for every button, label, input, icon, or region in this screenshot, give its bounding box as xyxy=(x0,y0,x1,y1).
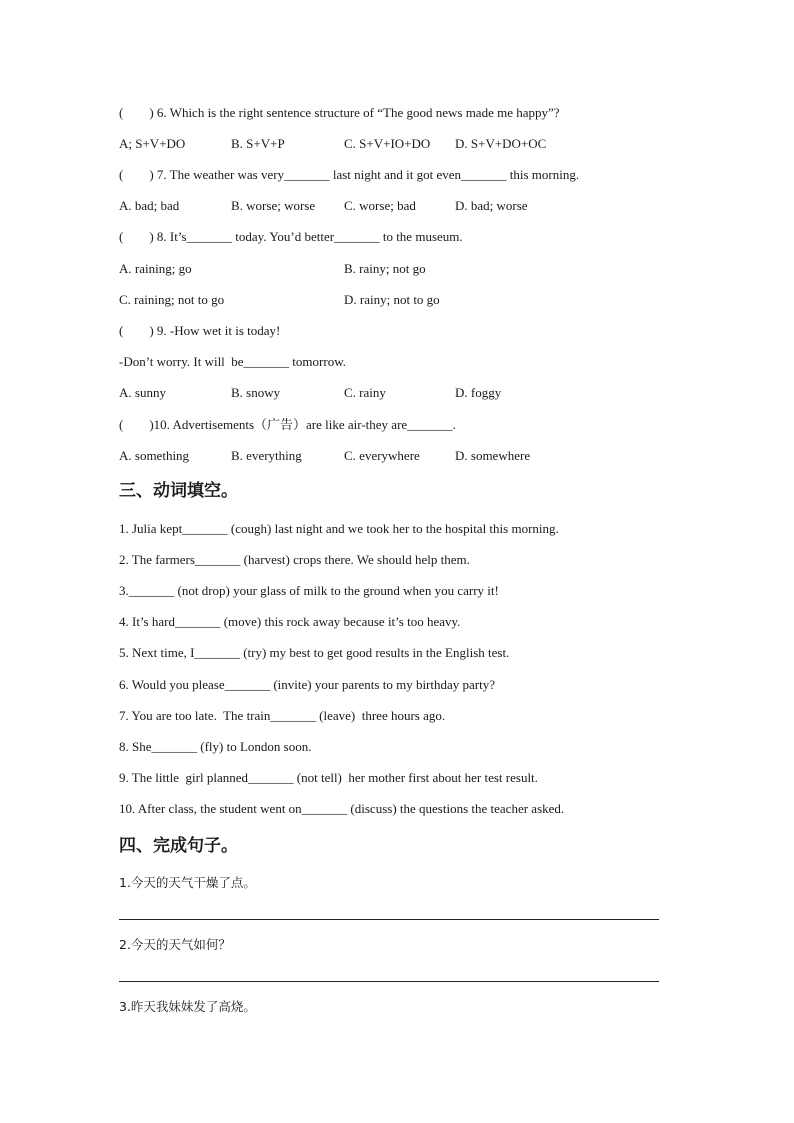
section-4-title: 四、完成句子。 xyxy=(119,836,238,856)
question-9-option-b: B. snowy xyxy=(231,385,281,400)
question-10-option-b: B. everything xyxy=(231,448,302,463)
question-8-option-a: A. raining; go xyxy=(119,261,192,276)
question-7-option-c: C. worse; bad xyxy=(344,198,416,213)
verb-fill-item-8: 8. She_______ (fly) to London soon. xyxy=(119,739,312,754)
verb-fill-item-3: 3._______ (not drop) your glass of milk to the ground when you carry it! xyxy=(119,583,499,598)
answer-line-2[interactable] xyxy=(119,981,659,982)
question-10-option-c: C. everywhere xyxy=(344,448,420,463)
question-8-option-c: C. raining; not to go xyxy=(119,292,225,307)
question-8-stem: ( ) 8. It’s_______ today. You’d better_______ to the museum. xyxy=(119,229,463,244)
question-7-option-a: A. bad; bad xyxy=(119,198,180,213)
sentence-item-1: 1.今天的天气干燥了点。 xyxy=(119,875,256,890)
verb-fill-item-4: 4. It’s hard_______ (move) this rock away because it’s too heavy. xyxy=(119,614,461,629)
question-9-option-d: D. foggy xyxy=(455,385,502,400)
verb-fill-item-7: 7. You are too late. The train_______ (leave) three hours ago. xyxy=(119,708,446,723)
question-6-option-d: D. S+V+DO+OC xyxy=(455,136,547,151)
question-9-option-a: A. sunny xyxy=(119,385,166,400)
section-3-title: 三、动词填空。 xyxy=(119,481,238,501)
verb-fill-item-2: 2. The farmers_______ (harvest) crops there. We should help them. xyxy=(119,552,470,567)
question-9-stem: ( ) 9. -How wet it is today! xyxy=(119,323,281,338)
verb-fill-item-5: 5. Next time, I_______ (try) my best to get good results in the English test. xyxy=(119,645,510,660)
question-6-option-a: A; S+V+DO xyxy=(119,136,186,151)
question-9-option-c: C. rainy xyxy=(344,385,386,400)
question-6-option-b: B. S+V+P xyxy=(231,136,285,151)
question-7-option-d: D. bad; worse xyxy=(455,198,528,213)
question-9-stem-reply: -Don’t worry. It will be_______ tomorrow. xyxy=(119,354,346,369)
question-10-option-d: D. somewhere xyxy=(455,448,531,463)
question-10-stem: ( )10. Advertisements（广告）are like air-they are_______. xyxy=(119,417,456,432)
verb-fill-item-1: 1. Julia kept_______ (cough) last night and we took her to the hospital this morning. xyxy=(119,521,559,536)
question-6-stem: ( ) 6. Which is the right sentence structure of “The good news made me happy”? xyxy=(119,105,560,120)
question-7-option-b: B. worse; worse xyxy=(231,198,316,213)
sentence-item-3: 3.昨天我妹妹发了高烧。 xyxy=(119,999,256,1014)
question-6-option-c: C. S+V+IO+DO xyxy=(344,136,431,151)
verb-fill-item-9: 9. The little girl planned_______ (not tell) her mother first about her test result. xyxy=(119,770,538,785)
verb-fill-item-10: 10. After class, the student went on_______ (discuss) the questions the teacher asked. xyxy=(119,801,565,816)
question-7-stem: ( ) 7. The weather was very_______ last night and it got even_______ this morning. xyxy=(119,167,580,182)
question-10-option-a: A. something xyxy=(119,448,190,463)
verb-fill-item-6: 6. Would you please_______ (invite) your parents to my birthday party? xyxy=(119,677,495,692)
sentence-item-2: 2.今天的天气如何？ xyxy=(119,937,231,952)
question-8-option-b: B. rainy; not go xyxy=(344,261,426,276)
question-8-option-d: D. rainy; not to go xyxy=(344,292,440,307)
answer-line-1[interactable] xyxy=(119,919,659,920)
